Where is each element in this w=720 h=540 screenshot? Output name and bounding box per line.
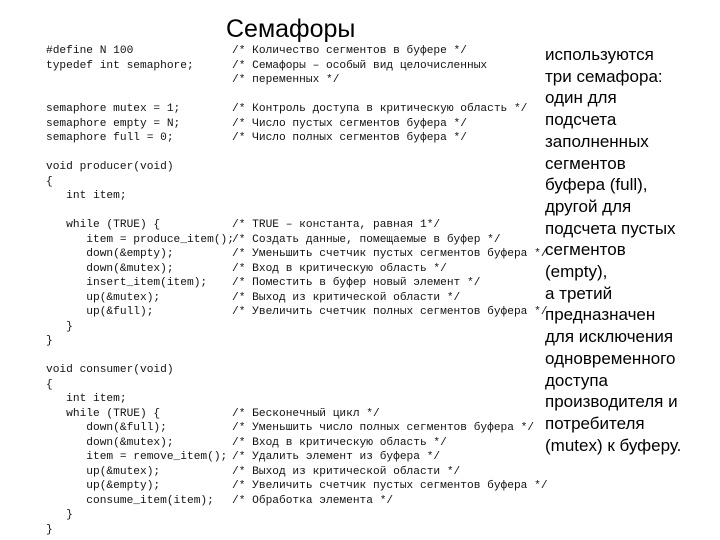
code-statement: } [46, 509, 73, 521]
code-line [46, 465, 536, 480]
code-line [46, 378, 536, 393]
code-line [46, 305, 548, 320]
code-line [46, 421, 536, 436]
code-statement: semaphore full = 0; [46, 132, 174, 144]
code-statement: down(&mutex); [46, 436, 174, 449]
code-line [46, 59, 536, 74]
code-statement: up(&empty); [46, 480, 161, 492]
code-comment: /* Поместить в буфер новый элемент */ [232, 277, 481, 289]
side-text-line: один для [545, 88, 617, 108]
side-text-line: а третий [545, 283, 613, 303]
code-line [46, 175, 536, 190]
code-line [46, 73, 536, 88]
code-statement: semaphore mutex = 1; [46, 103, 181, 115]
code-statement: } [46, 335, 53, 347]
side-text-line: одновременного [545, 348, 676, 368]
code-comment: /* Выход из критической области */ [232, 465, 461, 478]
code-line [46, 479, 548, 494]
code-spacer [46, 146, 536, 161]
code-line [46, 233, 536, 248]
code-comment: /* Обработка элемента */ [232, 494, 394, 507]
code-line [46, 218, 536, 233]
side-explanation [545, 44, 717, 456]
code-comment: /* Вход в критическую область */ [232, 262, 447, 275]
code-statement: int item; [46, 393, 127, 405]
code-line [46, 508, 536, 523]
code-statement: void consumer(void) [46, 364, 174, 376]
code-line [46, 262, 536, 277]
code-comment: /* Количество сегментов в буфере */ [232, 45, 467, 57]
code-line [46, 131, 536, 146]
code-line [46, 523, 536, 538]
code-comment: /* Выход из критической области */ [232, 291, 461, 304]
code-spacer [46, 204, 536, 219]
code-comment: /* Семафоры – особый вид целочисленных [232, 59, 488, 72]
code-statement: insert_item(item); [46, 277, 208, 289]
code-line [46, 44, 536, 59]
code-comment: /* TRUE – константа, равная 1*/ [232, 219, 441, 231]
side-text-line: другой для [545, 196, 632, 216]
code-statement: { [46, 175, 53, 188]
code-comment: /* Бесконечный цикл */ [232, 407, 380, 420]
code-line [46, 102, 536, 117]
side-text-line: для исключения [545, 327, 674, 347]
code-comment: /* Контроль доступа в критическую область */ [232, 103, 528, 115]
side-text-line: (mutex) к буферу. [545, 435, 682, 455]
code-statement: down(&mutex); [46, 262, 174, 275]
code-line [46, 407, 536, 422]
code-line [46, 160, 536, 175]
code-line [46, 450, 536, 465]
code-statement: while (TRUE) { [46, 219, 161, 231]
side-text-line: сегментов [545, 240, 626, 260]
side-text-line: используются [545, 45, 654, 64]
code-line [46, 334, 536, 349]
code-statement: #define N 100 [46, 45, 134, 57]
code-line [46, 320, 536, 335]
side-text-line: потребителя [545, 413, 645, 433]
code-listing [46, 44, 548, 537]
code-line [46, 363, 536, 378]
code-statement: while (TRUE) { [46, 407, 161, 420]
slide-title: Семафоры [226, 15, 356, 43]
code-line [46, 436, 536, 451]
side-text-line: производителя и [545, 392, 678, 412]
code-comment: /* переменных */ [232, 74, 340, 86]
side-text-line: буфера (full), [545, 175, 648, 195]
code-line [46, 189, 536, 204]
code-statement: } [46, 320, 73, 333]
side-text-line: предназначен [545, 305, 656, 325]
code-comment: /* Увеличить счетчик пустых сегментов буфера */ [232, 480, 548, 492]
code-comment: /* Уменьшить счетчик пустых сегментов буфера */ [232, 248, 548, 260]
side-text-line: подсчета пустых [545, 218, 676, 238]
code-statement: { [46, 378, 53, 391]
code-statement: item = produce_item(); [46, 233, 234, 246]
code-comment: /* Вход в критическую область */ [232, 436, 447, 449]
code-statement: int item; [46, 190, 127, 202]
side-text-line: три семафора: [545, 66, 663, 86]
code-line [46, 291, 536, 306]
code-statement: typedef int semaphore; [46, 59, 194, 72]
code-line [46, 276, 536, 291]
code-comment: /* Создать данные, помещаемые в буфер */ [232, 233, 501, 246]
code-statement: up(&mutex); [46, 465, 161, 478]
code-comment: /* Удалить элемент из буфера */ [232, 451, 441, 463]
code-statement: down(&full); [46, 422, 167, 434]
code-spacer [46, 88, 536, 103]
code-line [46, 494, 536, 509]
code-statement: up(&full); [46, 306, 154, 318]
code-statement: item = remove_item(); [46, 451, 228, 463]
side-text-line: (empty), [545, 262, 608, 282]
code-statement: void producer(void) [46, 161, 174, 173]
code-line [46, 117, 536, 132]
code-line [46, 392, 536, 407]
side-text-line: подсчета [545, 110, 617, 130]
side-text-line: доступа [545, 370, 609, 390]
code-comment: /* Число пустых сегментов буфера */ [232, 117, 467, 130]
code-statement: consume_item(item); [46, 494, 214, 507]
side-text-line: сегментов [545, 153, 626, 173]
code-statement: semaphore empty = N; [46, 117, 181, 130]
code-comment: /* Увеличить счетчик полных сегментов буфера */ [232, 306, 548, 318]
side-text-line: заполненных [545, 131, 649, 151]
code-statement: down(&empty); [46, 248, 174, 260]
code-statement: up(&mutex); [46, 291, 161, 304]
code-statement: } [46, 523, 53, 536]
code-comment: /* Число полных сегментов буфера */ [232, 132, 467, 144]
code-line [46, 247, 548, 262]
code-spacer [46, 349, 536, 364]
code-comment: /* Уменьшить число полных сегментов буфера */ [232, 422, 535, 434]
